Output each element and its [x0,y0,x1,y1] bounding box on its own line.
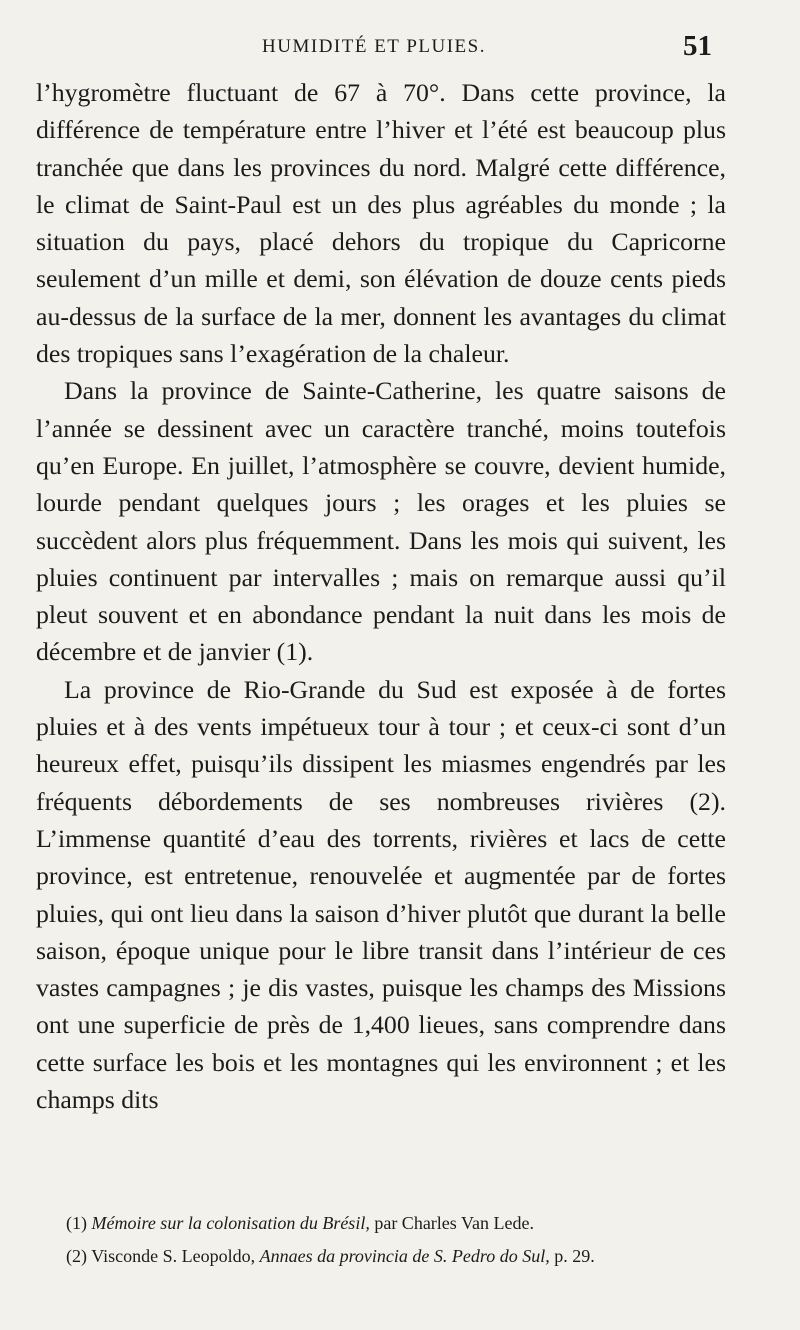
page-header [36,30,712,66]
page-number: 51 [683,30,712,62]
paragraph-2: Dans la province de Sainte-Catherine, les quatre saisons de l’année se dessinent avec un caractère tranché, moins toutefois qu’en Europe. En juillet, l’atmosphère se couvre, devient humide, lourde pendant quelques jours ; les orages et les pluies se succèdent alors plus fréquemment. Dans les mois qui suivent, les pluies continuent par intervalles ; mais on remarque aussi qu’il pleut souvent et en abondance pendant la nuit dans les mois de décembre et de janvier (1). [36,376,726,667]
paragraph-3: La province de Rio-Grande du Sud est exposée à de fortes pluies et à des vents impétueux tour à tour ; et ceux-ci sont d’un heureux effet, puisqu’ils dissipent les miasmes engendrés par les fréquents débordements de ses nombreuses rivières (2). L’immense quantité d’eau des torrents, rivières et lacs de cette province, est entretenue, renouvelée et augmentée par de fortes pluies, qui ont lieu dans la saison d’hiver plutôt que durant la belle saison, époque unique pour le libre transit dans l’intérieur de ces vastes campagnes ; je dis vastes, puisque les champs des Missions ont une superficie de près de 1,400 lieues, sans comprendre dans cette surface les bois et les montagnes qui les environnent ; et les champs dits [36,674,726,1115]
footnote-text: p. 29. [549,1246,595,1266]
footnote-author: Visconde S. Leopoldo, [91,1246,260,1266]
body-text [36,74,726,1118]
running-head: HUMIDITÉ ET PLUIES. [262,36,486,57]
footnotes [66,1207,736,1273]
footnote-marker: (1) [66,1213,87,1233]
footnote-text: par Charles Van Lede. [369,1213,534,1233]
footnote-title: Annaes da provincia de S. Pedro do Sul, [259,1246,550,1266]
footnote-marker: (2) [66,1246,87,1266]
footnote-title: Mémoire sur la colonisation du Brésil, [91,1213,370,1233]
footnote-2 [66,1240,736,1273]
paragraph-1: l’hygromètre fluctuant de 67 à 70°. Dans cette province, la différence de température entre l’hiver et l’été est beaucoup plus tranchée que dans les provinces du nord. Malgré cette différence, le climat de Saint-Paul est un des plus agréables du monde ; la situation du pays, placé dehors du tropique du Capricorne seulement d’un mille et demi, son élévation de douze cents pieds au-dessus de la surface de la mer, donnent les avantages du climat des tropiques sans l’exagération de la chaleur. [36,78,726,369]
footnote-1 [66,1207,736,1240]
